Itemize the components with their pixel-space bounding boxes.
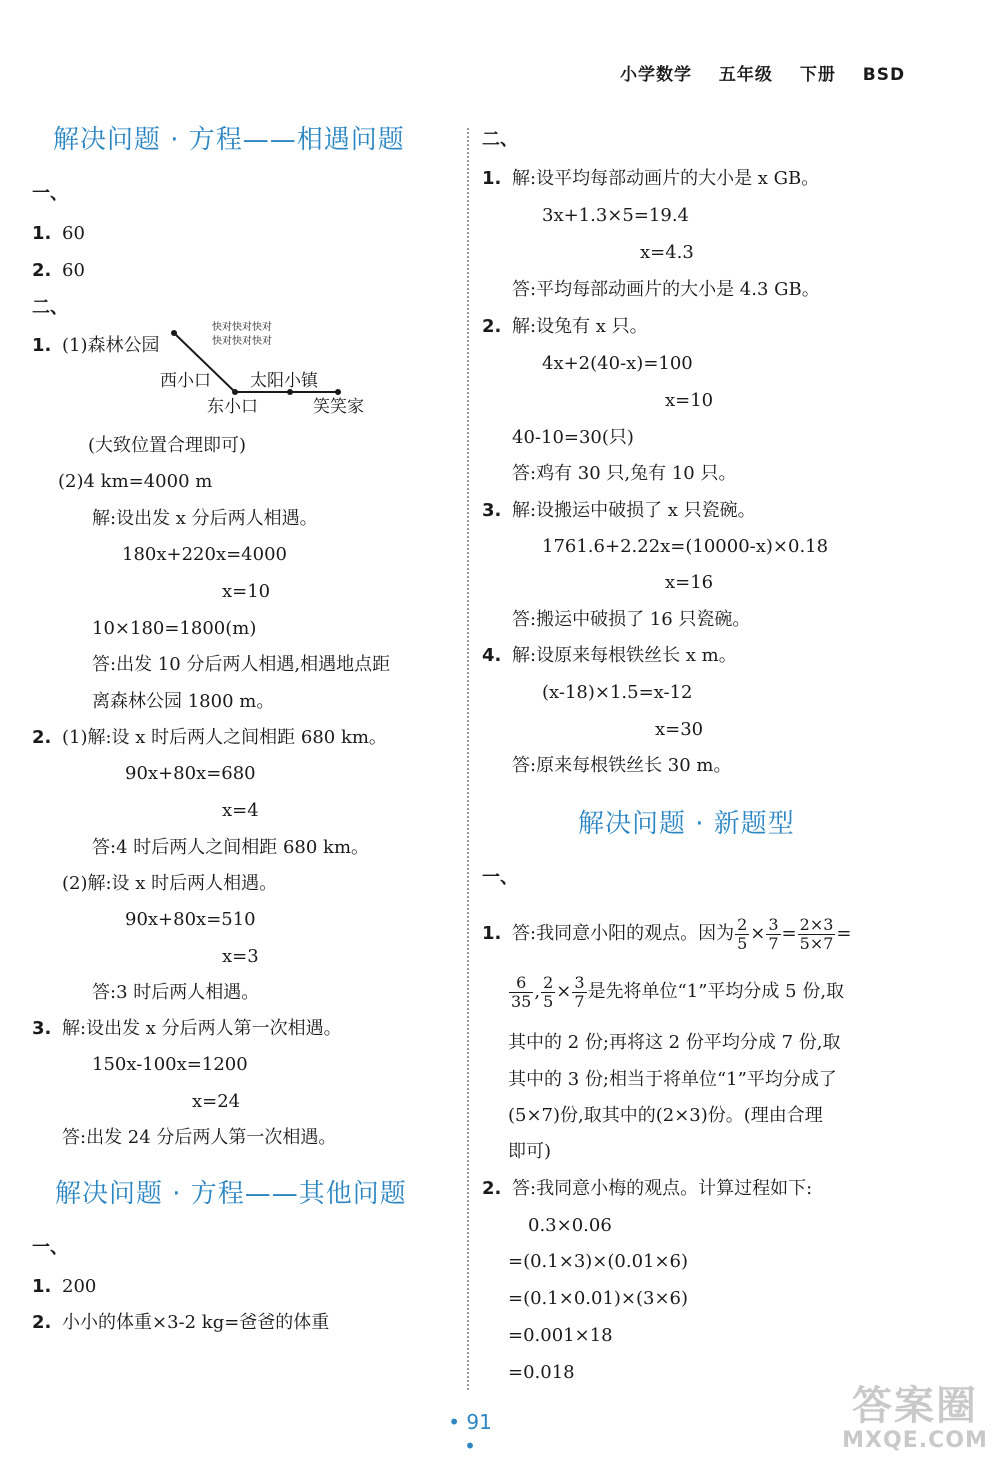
answer-text: 解:设出发 x 分后两人第一次相遇。 — [62, 1018, 342, 1039]
answer-line: 答:鸡有 30 只,兔有 10 只。 — [512, 463, 737, 484]
section-heading-other-problems: 解决问题 · 方程——其他问题 — [55, 1179, 407, 1209]
answer-line: 答:3 时后两人相遇。 — [92, 982, 260, 1003]
header-volume: 下册 — [799, 65, 836, 85]
map-note: 快对快对快对 — [212, 322, 272, 333]
watermark-line: 答案圈 — [852, 1383, 978, 1429]
answer-line — [32, 222, 85, 246]
page-header — [620, 60, 910, 85]
equation-line: 90x+80x=680 — [125, 763, 256, 784]
section-label: 一、 — [482, 867, 518, 888]
equation-line: =0.018 — [508, 1362, 575, 1383]
answer-text: 解:设搬运中破损了 x 只瓷碗。 — [512, 500, 756, 521]
item-number: 2. — [32, 260, 52, 281]
fraction-3-7: $\frac{3}{7}$ — [768, 914, 779, 953]
equation-line: x=24 — [192, 1091, 241, 1112]
answer-line — [32, 1017, 342, 1041]
answer-line: 其中的 2 份;再将这 2 份平均分成 7 份,取 — [508, 1032, 841, 1053]
answer-line: (5×7)份,取其中的(2×3)份。(理由合理 — [508, 1105, 823, 1126]
section-heading-new-question-types: 解决问题 · 新题型 — [578, 809, 795, 839]
answer-line — [482, 1177, 812, 1201]
equation-line: 4x+2(40-x)=100 — [542, 353, 693, 374]
equation-line: =(0.1×0.01)×(3×6) — [508, 1288, 689, 1309]
answer-line: 答:平均每部动画片的大小是 4.3 GB。 — [512, 279, 820, 300]
answer-line: 答:搬运中破损了 16 只瓷碗。 — [512, 609, 751, 630]
answer-line: 答:出发 10 分后两人相遇,相遇地点距 — [92, 654, 391, 675]
answer-line — [32, 334, 160, 358]
item-number: 2. — [32, 727, 52, 748]
header-grade: 五年级 — [718, 65, 773, 85]
answer-line: (2)解:设 x 时后两人相遇。 — [62, 873, 278, 894]
fraction-2-5: $\frac{2}{5}$ — [543, 972, 554, 1011]
answer-text: 60 — [62, 223, 85, 244]
answer-text: (1)解:设 x 时后两人之间相距 680 km。 — [62, 727, 387, 748]
answer-line — [482, 499, 756, 523]
equation-line: 3x+1.3×5=19.4 — [542, 205, 690, 226]
equation-line: 40-10=30(只) — [512, 427, 634, 448]
answer-line: 答:原来每根铁丝长 30 m。 — [512, 755, 732, 776]
answer-line — [482, 315, 648, 339]
fraction-product: $\frac{2\times 3}{5\times 7}$ — [799, 914, 834, 953]
answer-text: (1)森林公园 — [62, 335, 160, 356]
item-number: 2. — [482, 1178, 502, 1199]
answer-line — [32, 726, 387, 750]
section-heading-meeting-problems: 解决问题 · 方程——相遇问题 — [53, 125, 405, 155]
page-number: • 91 • — [448, 1410, 492, 1458]
section-label: 一、 — [32, 183, 68, 204]
answer-line — [32, 1275, 96, 1299]
answer-text: 解:设平均每部动画片的大小是 x GB。 — [512, 168, 820, 189]
answer-note: (大致位置合理即可) — [88, 435, 247, 456]
equation-line: 180x+220x=4000 — [122, 544, 287, 565]
answer-text: 答:我同意小梅的观点。计算过程如下: — [512, 1178, 813, 1199]
equation-line: 10×180=1800(m) — [92, 618, 257, 639]
answer-line: 其中的 3 份;相当于将单位“1”平均分成了 — [508, 1069, 837, 1090]
equation-line: =0.001×18 — [508, 1325, 613, 1346]
answer-line-with-fractions: $\frac{6}{35}$ , $\frac{2}{5}$ × $\frac{3}{7}$ 是先将单位“1”平均分成 5 份,取 — [511, 972, 845, 1011]
item-number: 3. — [32, 1018, 52, 1039]
header-edition: BSD — [862, 65, 906, 85]
equation-line: x=10 — [222, 581, 271, 602]
item-number: 1. — [482, 168, 502, 189]
header-subject: 小学数学 — [620, 65, 692, 85]
section-label: 二、 — [32, 297, 68, 318]
map-label-xiaoxiao-home: 笑笑家 — [313, 397, 364, 417]
map-point — [335, 389, 341, 395]
item-number: 3. — [482, 500, 502, 521]
answer-line: 即可) — [508, 1141, 552, 1162]
answer-line: 答:出发 24 分后两人第一次相遇。 — [62, 1127, 337, 1148]
fraction-2-5: $\frac{2}{5}$ — [737, 914, 748, 953]
map-label-west-xiaokou: 西小口 — [160, 371, 211, 391]
item-number: 2. — [32, 1312, 52, 1333]
item-number: 1. — [482, 923, 502, 944]
answer-text: 60 — [62, 260, 85, 281]
item-number: 1. — [32, 1276, 52, 1297]
answer-line — [32, 1311, 329, 1335]
fraction-6-35: $\frac{6}{35}$ — [511, 972, 532, 1011]
equation-line: 90x+80x=510 — [125, 909, 256, 930]
answer-line — [32, 259, 85, 283]
section-label: 二、 — [482, 129, 518, 150]
equation-line: x=4 — [222, 800, 259, 821]
map-label-taiyang-town: 太阳小镇 — [250, 371, 318, 391]
item-number: 4. — [482, 645, 502, 666]
answer-text: 是先将单位“1”平均分成 5 份,取 — [587, 981, 845, 1002]
equation-line: x=30 — [655, 719, 704, 740]
equation-line: x=16 — [665, 572, 714, 593]
equation-line: =(0.1×3)×(0.01×6) — [508, 1251, 689, 1272]
item-number: 1. — [32, 223, 52, 244]
map-label-east-xiaokou: 东小口 — [207, 397, 258, 417]
answer-text: 答:我同意小阳的观点。因为 — [512, 923, 735, 944]
map-note: 快对快对快对 — [212, 336, 272, 347]
answer-line: 答:4 时后两人之间相距 680 km。 — [92, 837, 370, 858]
equation-line: (x-18)×1.5=x-12 — [542, 682, 693, 703]
answer-line: 离森林公园 1800 m。 — [92, 691, 275, 712]
equation-line: 1761.6+2.22x=(10000-x)×0.18 — [542, 536, 829, 557]
equation-line: x=10 — [665, 390, 714, 411]
answer-line-with-fractions: 1. 答:我同意小阳的观点。因为 $\frac{2}{5}$ × $\frac{3}{7}$ = $\frac{2\times 3}{5\times 7}$ = — [482, 914, 852, 953]
map-point — [171, 330, 177, 336]
item-number: 2. — [482, 316, 502, 337]
answer-text: 解:设原来每根铁丝长 x m。 — [512, 645, 737, 666]
answer-line — [482, 167, 819, 191]
answer-line — [482, 644, 737, 668]
answer-line: 解:设出发 x 分后两人相遇。 — [92, 508, 318, 529]
watermark-logo — [830, 1384, 1000, 1454]
equation-line: x=4.3 — [640, 242, 694, 263]
map-point — [232, 389, 238, 395]
section-label: 一、 — [32, 1237, 68, 1258]
equation-line: 150x-100x=1200 — [92, 1054, 248, 1075]
watermark-line: MXQE.COM — [842, 1428, 988, 1453]
answer-text: 200 — [62, 1276, 97, 1297]
answer-text: 解:设兔有 x 只。 — [512, 316, 648, 337]
answer-line: (2)4 km=4000 m — [58, 471, 213, 492]
item-number: 1. — [32, 335, 52, 356]
equation-line: x=3 — [222, 946, 259, 967]
column-divider — [467, 128, 469, 1390]
fraction-3-7: $\frac{3}{7}$ — [574, 972, 585, 1011]
answer-text: 小小的体重×3-2 kg=爸爸的体重 — [62, 1312, 330, 1333]
equation-line: 0.3×0.06 — [528, 1215, 612, 1236]
